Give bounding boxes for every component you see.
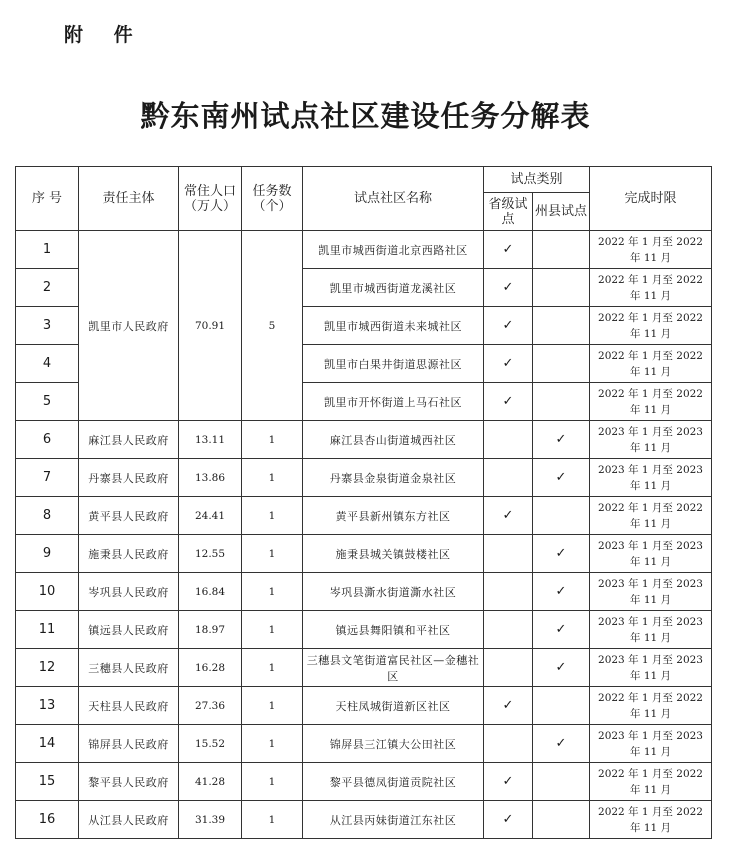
community-cell: 三穗县文笔街道富民社区—金穗社区 (303, 649, 484, 687)
table-row (16, 459, 712, 497)
county-check (533, 231, 590, 269)
deadline-cell (590, 383, 712, 421)
header-population: 常住人口（万人） (179, 167, 242, 231)
table-row (16, 231, 712, 269)
deadline-line-2: 年 11 月 (629, 251, 672, 264)
page-title: 黔东南州试点社区建设任务分解表 (140, 99, 591, 133)
community-cell: 镇远县舞阳镇和平社区 (303, 611, 484, 649)
provincial-check (484, 421, 533, 459)
deadline-line-1: 2023 年 1 月至 2023 (598, 463, 703, 476)
deadline-cell (590, 725, 712, 763)
tasks-cell: 1 (242, 497, 303, 535)
row-number: 4 (16, 345, 79, 383)
tasks-cell: 1 (242, 801, 303, 839)
community-cell: 从江县丙妹街道江东社区 (303, 801, 484, 839)
deadline-line-2: 年 11 月 (629, 745, 672, 758)
county-check: ✓ (533, 649, 590, 687)
deadline-cell (590, 269, 712, 307)
table-header (16, 167, 712, 231)
deadline-line-1: 2022 年 1 月至 2022 (598, 387, 703, 400)
population-cell: 24.41 (179, 497, 242, 535)
community-cell: 锦屏县三江镇大公田社区 (303, 725, 484, 763)
deadline-line-1: 2023 年 1 月至 2023 (598, 653, 703, 666)
community-cell: 黄平县新州镇东方社区 (303, 497, 484, 535)
row-number: 15 (16, 763, 79, 801)
deadline-line-2: 年 11 月 (629, 403, 672, 416)
county-check: ✓ (533, 611, 590, 649)
county-check (533, 801, 590, 839)
county-check (533, 497, 590, 535)
county-check: ✓ (533, 535, 590, 573)
owner-cell: 岑巩县人民政府 (79, 573, 179, 611)
header-provincial: 省级试点 (484, 193, 533, 231)
row-number: 8 (16, 497, 79, 535)
provincial-check: ✓ (484, 231, 533, 269)
population-cell: 18.97 (179, 611, 242, 649)
table-row (16, 611, 712, 649)
owner-cell: 施秉县人民政府 (79, 535, 179, 573)
deadline-cell (590, 649, 712, 687)
county-check (533, 307, 590, 345)
row-number: 10 (16, 573, 79, 611)
owner-cell: 从江县人民政府 (79, 801, 179, 839)
provincial-check: ✓ (484, 763, 533, 801)
header-category: 试点类别 (484, 167, 590, 193)
row-number: 5 (16, 383, 79, 421)
county-check: ✓ (533, 421, 590, 459)
community-cell: 凯里市城西街道未来城社区 (303, 307, 484, 345)
population-cell: 41.28 (179, 763, 242, 801)
population-cell: 13.86 (179, 459, 242, 497)
provincial-check (484, 725, 533, 763)
provincial-check: ✓ (484, 383, 533, 421)
community-cell: 岑巩县澌水街道澌水社区 (303, 573, 484, 611)
county-check (533, 763, 590, 801)
owner-cell: 镇远县人民政府 (79, 611, 179, 649)
deadline-cell (590, 421, 712, 459)
table-row (16, 649, 712, 687)
deadline-line-2: 年 11 月 (629, 593, 672, 606)
header-community: 试点社区名称 (303, 167, 484, 231)
deadline-line-2: 年 11 月 (629, 441, 672, 454)
deadline-line-2: 年 11 月 (629, 327, 672, 340)
provincial-check: ✓ (484, 345, 533, 383)
provincial-check (484, 611, 533, 649)
deadline-line-1: 2022 年 1 月至 2022 (598, 767, 703, 780)
table-body (16, 231, 712, 839)
attachment-label: 附 件 (64, 24, 145, 46)
county-check: ✓ (533, 573, 590, 611)
deadline-line-1: 2023 年 1 月至 2023 (598, 729, 703, 742)
deadline-line-1: 2022 年 1 月至 2022 (598, 273, 703, 286)
population-cell: 15.52 (179, 725, 242, 763)
population-cell: 16.28 (179, 649, 242, 687)
population-cell: 13.11 (179, 421, 242, 459)
row-number: 14 (16, 725, 79, 763)
deadline-line-2: 年 11 月 (629, 517, 672, 530)
provincial-check: ✓ (484, 497, 533, 535)
community-cell: 麻江县杏山街道城西社区 (303, 421, 484, 459)
deadline-line-1: 2022 年 1 月至 2022 (598, 805, 703, 818)
table-row (16, 687, 712, 725)
deadline-line-1: 2023 年 1 月至 2023 (598, 577, 703, 590)
row-number: 11 (16, 611, 79, 649)
provincial-check: ✓ (484, 307, 533, 345)
deadline-cell (590, 763, 712, 801)
row-number: 9 (16, 535, 79, 573)
population-cell: 27.36 (179, 687, 242, 725)
task-table (15, 166, 712, 839)
deadline-line-1: 2022 年 1 月至 2022 (598, 311, 703, 324)
community-cell: 丹寨县金泉街道金泉社区 (303, 459, 484, 497)
deadline-line-1: 2023 年 1 月至 2023 (598, 539, 703, 552)
deadline-cell (590, 345, 712, 383)
community-cell: 凯里市白果井街道思源社区 (303, 345, 484, 383)
deadline-line-2: 年 11 月 (629, 821, 672, 834)
tasks-cell: 1 (242, 611, 303, 649)
county-check: ✓ (533, 459, 590, 497)
provincial-check (484, 573, 533, 611)
provincial-check: ✓ (484, 687, 533, 725)
tasks-cell: 1 (242, 687, 303, 725)
tasks-cell: 1 (242, 573, 303, 611)
header-owner: 责任主体 (79, 167, 179, 231)
header-no: 序 号 (16, 167, 79, 231)
county-check (533, 383, 590, 421)
county-check: ✓ (533, 725, 590, 763)
community-cell: 凯里市城西街道北京西路社区 (303, 231, 484, 269)
row-number: 12 (16, 649, 79, 687)
tasks-cell: 1 (242, 535, 303, 573)
population-cell: 31.39 (179, 801, 242, 839)
owner-cell: 麻江县人民政府 (79, 421, 179, 459)
tasks-cell: 1 (242, 421, 303, 459)
owner-cell: 凯里市人民政府 (79, 231, 179, 421)
deadline-cell (590, 611, 712, 649)
table-row (16, 573, 712, 611)
deadline-line-1: 2022 年 1 月至 2022 (598, 349, 703, 362)
community-cell: 凯里市开怀街道上马石社区 (303, 383, 484, 421)
deadline-line-1: 2022 年 1 月至 2022 (598, 501, 703, 514)
deadline-line-2: 年 11 月 (629, 783, 672, 796)
deadline-line-1: 2023 年 1 月至 2023 (598, 425, 703, 438)
table-row (16, 421, 712, 459)
table-row (16, 497, 712, 535)
county-check (533, 269, 590, 307)
header-deadline: 完成时限 (590, 167, 712, 231)
deadline-cell (590, 459, 712, 497)
provincial-check (484, 535, 533, 573)
row-number: 2 (16, 269, 79, 307)
provincial-check (484, 459, 533, 497)
tasks-cell: 1 (242, 459, 303, 497)
deadline-cell (590, 687, 712, 725)
deadline-line-2: 年 11 月 (629, 365, 672, 378)
owner-cell: 锦屏县人民政府 (79, 725, 179, 763)
row-number: 13 (16, 687, 79, 725)
deadline-line-1: 2022 年 1 月至 2022 (598, 235, 703, 248)
table-row (16, 763, 712, 801)
owner-cell: 黄平县人民政府 (79, 497, 179, 535)
county-check (533, 345, 590, 383)
deadline-line-2: 年 11 月 (629, 479, 672, 492)
deadline-line-2: 年 11 月 (629, 289, 672, 302)
tasks-cell: 1 (242, 725, 303, 763)
tasks-cell: 1 (242, 763, 303, 801)
provincial-check (484, 649, 533, 687)
county-check (533, 687, 590, 725)
header-tasks: 任务数（个） (242, 167, 303, 231)
owner-cell: 三穗县人民政府 (79, 649, 179, 687)
population-cell: 12.55 (179, 535, 242, 573)
row-number: 7 (16, 459, 79, 497)
population-cell: 16.84 (179, 573, 242, 611)
deadline-cell (590, 535, 712, 573)
owner-cell: 天柱县人民政府 (79, 687, 179, 725)
table-row (16, 725, 712, 763)
deadline-line-2: 年 11 月 (629, 669, 672, 682)
provincial-check: ✓ (484, 801, 533, 839)
provincial-check: ✓ (484, 269, 533, 307)
owner-cell: 丹寨县人民政府 (79, 459, 179, 497)
deadline-line-2: 年 11 月 (629, 707, 672, 720)
deadline-cell (590, 801, 712, 839)
deadline-cell (590, 307, 712, 345)
deadline-cell (590, 231, 712, 269)
population-cell: 70.91 (179, 231, 242, 421)
deadline-cell (590, 497, 712, 535)
deadline-line-2: 年 11 月 (629, 555, 672, 568)
tasks-cell: 5 (242, 231, 303, 421)
row-number: 3 (16, 307, 79, 345)
community-cell: 天柱凤城街道新区社区 (303, 687, 484, 725)
deadline-cell (590, 573, 712, 611)
community-cell: 施秉县城关镇鼓楼社区 (303, 535, 484, 573)
table-row (16, 535, 712, 573)
row-number: 1 (16, 231, 79, 269)
header-county: 州县试点 (533, 193, 590, 231)
community-cell: 黎平县德凤街道贡院社区 (303, 763, 484, 801)
deadline-line-2: 年 11 月 (629, 631, 672, 644)
community-cell: 凯里市城西街道龙溪社区 (303, 269, 484, 307)
row-number: 16 (16, 801, 79, 839)
tasks-cell: 1 (242, 649, 303, 687)
table-row (16, 801, 712, 839)
row-number: 6 (16, 421, 79, 459)
owner-cell: 黎平县人民政府 (79, 763, 179, 801)
deadline-line-1: 2022 年 1 月至 2022 (598, 691, 703, 704)
deadline-line-1: 2023 年 1 月至 2023 (598, 615, 703, 628)
